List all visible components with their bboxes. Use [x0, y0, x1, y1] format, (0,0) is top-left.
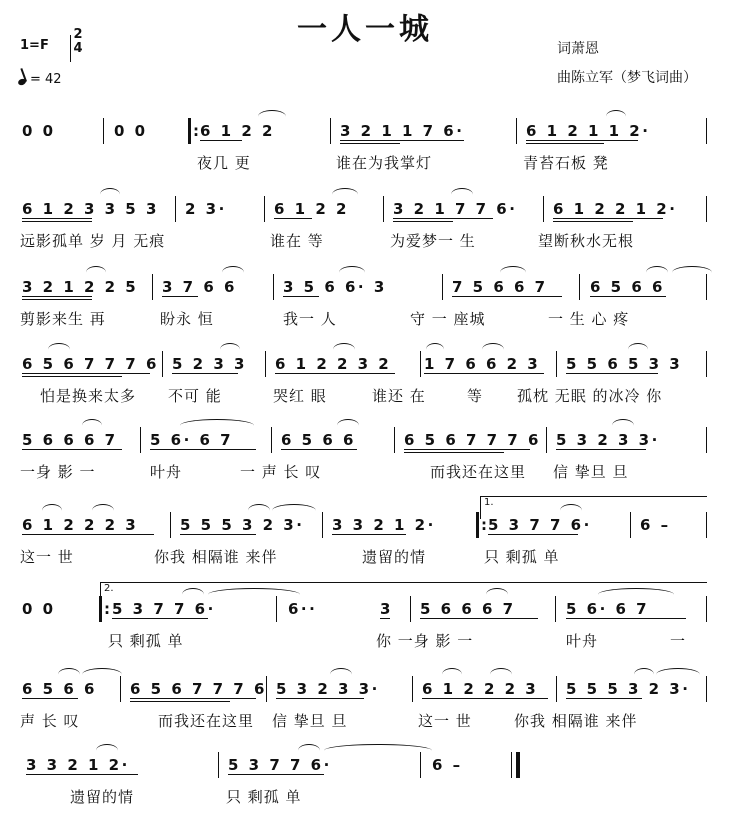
lyric: 只 剩孤 单 [108, 632, 184, 650]
lyric: 叶舟 [150, 463, 183, 481]
lyric: 怕是换来太多 [40, 387, 137, 405]
lyric: 哭红 眼 [273, 387, 327, 405]
lyric: 望断秋水无根 [538, 232, 635, 250]
lyricist-credit: 词萧恩 [557, 41, 599, 57]
lyric: 你我 相隔谁 来伴 [514, 712, 638, 730]
lyric: 守 一 座城 [410, 310, 486, 328]
volta-second-ending: 2. [104, 583, 114, 594]
lyric: 我一 人 [283, 310, 337, 328]
lyric: 你我 相隔谁 来伴 [154, 548, 278, 566]
lyric: 青苔石板 凳 [523, 154, 609, 172]
quarter-note-icon [17, 78, 27, 86]
tempo-marking: = 42 [18, 72, 62, 87]
lyric: 声 长 叹 [20, 712, 80, 730]
page-title: 一人一城 [297, 12, 433, 47]
lyric: 孤枕 无眠 的冰冷 你 [517, 387, 663, 405]
composer-credit: 曲陈立军（梦飞词曲） [557, 70, 697, 86]
volta-first-ending: 1. [484, 497, 494, 508]
lyric: 一 声 长 叹 [240, 463, 322, 481]
lyric: 而我还在这里 [158, 712, 255, 730]
lyric: 一 [670, 632, 687, 650]
lyric: 你 一身 影 一 [376, 632, 474, 650]
lyric: 为爱梦一 生 [390, 232, 476, 250]
lyric: 不可 能 [168, 387, 222, 405]
lyric: 远影孤单 岁 月 无痕 [20, 232, 166, 250]
lyric: 遗留的情 [70, 788, 135, 806]
lyric: 信 挚旦 旦 [553, 463, 629, 481]
time-signature-bottom: 4 [73, 41, 83, 56]
lyric: 谁还 在 [372, 387, 426, 405]
lyric: 一身 影 一 [20, 463, 96, 481]
lyric: 只 剩孤 单 [484, 548, 560, 566]
lyric: 遗留的情 [362, 548, 427, 566]
lyric: 这一 世 [20, 548, 74, 566]
lyric: 而我还在这里 [430, 463, 527, 481]
lyric: 一 生 心 疼 [548, 310, 630, 328]
lyric: 信 挚旦 旦 [272, 712, 348, 730]
time-signature-top: 2 [73, 27, 83, 42]
lyric: 只 剩孤 单 [226, 788, 302, 806]
lyric: 剪影来生 再 [20, 310, 106, 328]
lyric: 叶舟 [566, 632, 599, 650]
lyric: 等 [467, 387, 484, 405]
lyric: 谁在 等 [270, 232, 324, 250]
time-signature [70, 28, 86, 56]
lyric: 夜几 更 [197, 154, 251, 172]
lyric: 谁在为我掌灯 [336, 154, 433, 172]
lyric: 这一 世 [418, 712, 472, 730]
key-signature: 1=F [20, 38, 49, 53]
lyric: 盼永 恒 [160, 310, 214, 328]
